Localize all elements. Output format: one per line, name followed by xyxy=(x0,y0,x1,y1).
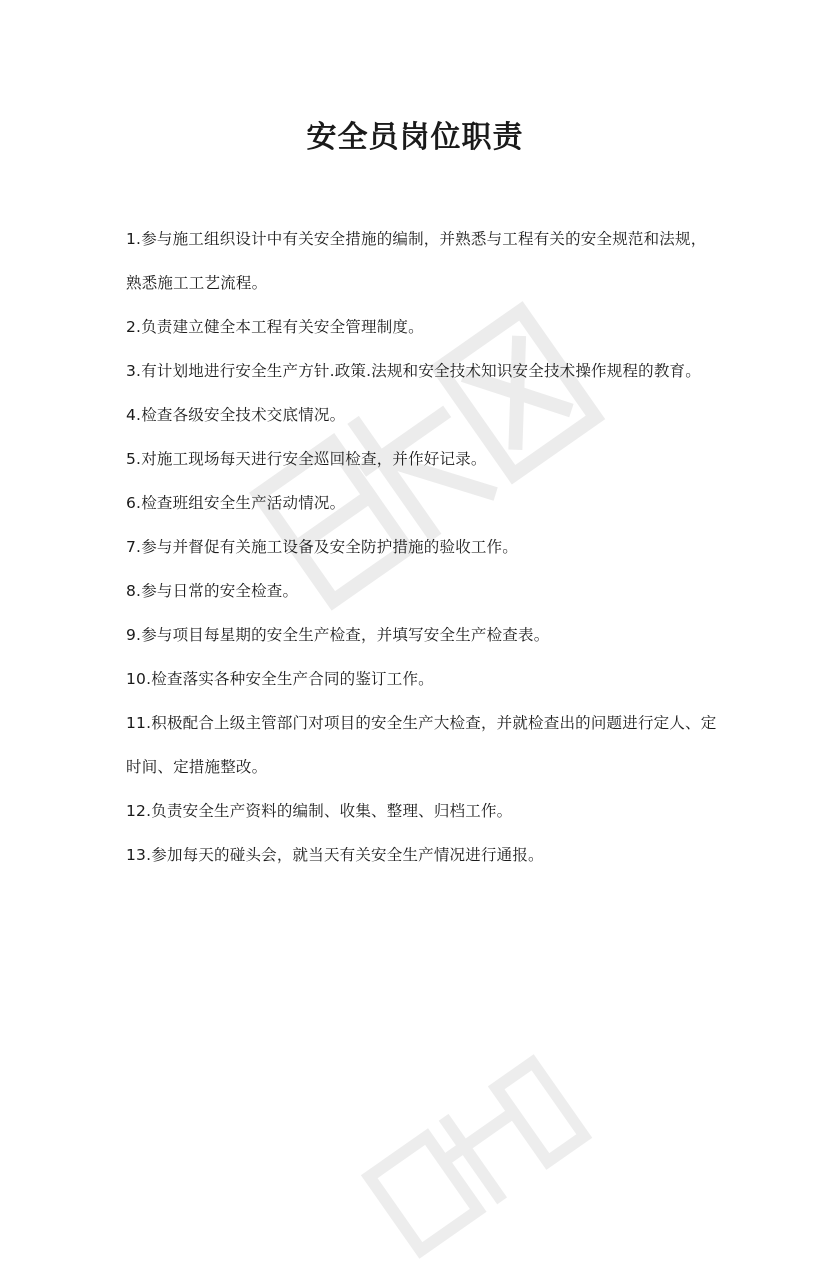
duty-item: 9.参与项目每星期的安全生产检查，并填写安全生产检查表。 xyxy=(126,626,550,644)
page-title: 安全员岗位职责 xyxy=(306,120,524,155)
duty-item: 3.有计划地进行安全生产方针.政策.法规和安全技术知识安全技术操作规程的教育。 xyxy=(126,362,701,380)
duty-item: 1.参与施工组织设计中有关安全措施的编制，并熟悉与工程有关的安全规范和法规，熟悉施工工艺流程。 xyxy=(126,230,707,292)
duty-item: 11.积极配合上级主管部门对项目的安全生产大检查，并就检查出的问题进行定人、定时间、定措施整改。 xyxy=(126,714,717,776)
duty-item: 7.参与并督促有关施工设备及安全防护措施的验收工作。 xyxy=(126,538,518,556)
duty-item: 10.检查落实各种安全生产合同的鉴订工作。 xyxy=(126,670,434,688)
duty-item: 13.参加每天的碰头会，就当天有关安全生产情况进行通报。 xyxy=(126,846,544,864)
duty-item: 6.检查班组安全生产活动情况。 xyxy=(126,494,346,512)
duty-item: 2.负责建立健全本工程有关安全管理制度。 xyxy=(126,318,424,336)
duty-list xyxy=(126,217,718,877)
duty-item: 5.对施工现场每天进行安全巡回检查，并作好记录。 xyxy=(126,450,487,468)
duty-item: 12.负责安全生产资料的编制、收集、整理、归档工作。 xyxy=(126,802,513,820)
duty-item: 4.检查各级安全技术交底情况。 xyxy=(126,406,346,424)
duty-item: 8.参与日常的安全检查。 xyxy=(126,582,299,600)
watermark-logo-bottom xyxy=(345,1043,594,1267)
